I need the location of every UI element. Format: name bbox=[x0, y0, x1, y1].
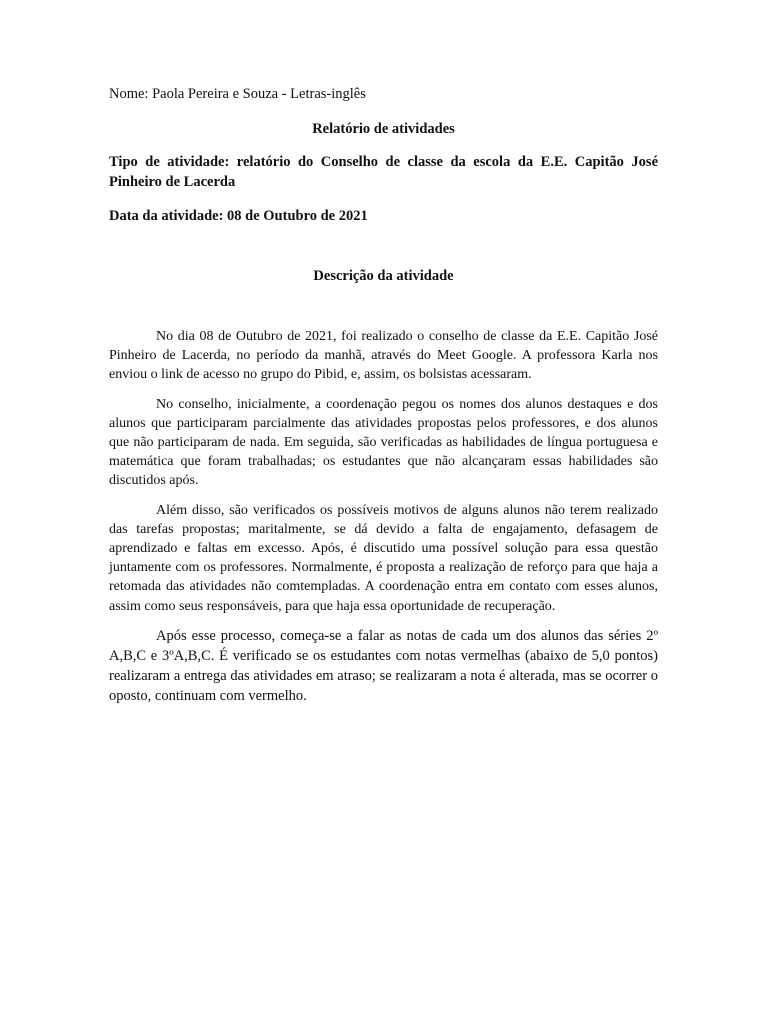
paragraph-2: No conselho, inicialmente, a coordenação pegou os nomes dos alunos destaques e dos alunos que participaram parcialmente das atividades propostas pelos professores, e dos alunos que não participaram de nada. Em seguida, são verificadas as habilidades de língua portuguesa e matemática que foram trabalhadas; os estudantes que não alcançaram essas habilidades são discutidos após. bbox=[109, 396, 658, 489]
paragraph-3: Além disso, são verificados os possíveis motivos de alguns alunos não terem realizado das tarefas propostas; maritalmente, se dá devido a falta de engajamento, defasagem de aprendizado e faltas em excesso. Após, é discutido uma possível solução para essa questão juntamente com os professores. Normalmente, é proposta a realização de reforço para que haja a retomada das atividades não comtempladas. A coordenação entra em contato com esses alunos, assim como seus responsáveis, para que haja essa oportunidade de recuperação. bbox=[109, 502, 658, 614]
author-name-line: Nome: Paola Pereira e Souza - Letras-inglês bbox=[109, 86, 366, 102]
paragraph-1: No dia 08 de Outubro de 2021, foi realizado o conselho de classe da E.E. Capitão José Pinheiro de Lacerda, no período da manhã, através do Meet Google. A professora Karla nos enviou o link de acesso no grupo do Pibid, e, assim, os bolsistas acessaram. bbox=[109, 329, 658, 383]
document-title: Relatório de atividades bbox=[312, 121, 455, 137]
paragraph-4: Após esse processo, começa-se a falar as notas de cada um dos alunos das séries 2º A,B,C e 3ºA,B,C. É verificado se os estudantes com notas vermelhas (abaixo de 5,0 pontos) realizaram a entrega das atividades em atraso; se realizaram a nota é alterada, mas se ocorrer o oposto, continuam com vermelho. bbox=[109, 627, 658, 704]
activity-type: Tipo de atividade: relatório do Conselho de classe da escola da E.E. Capitão José Pinheiro de Lacerda bbox=[109, 154, 658, 190]
activity-date: Data da atividade: 08 de Outubro de 2021 bbox=[109, 208, 368, 224]
section-title: Descrição da atividade bbox=[313, 268, 454, 284]
